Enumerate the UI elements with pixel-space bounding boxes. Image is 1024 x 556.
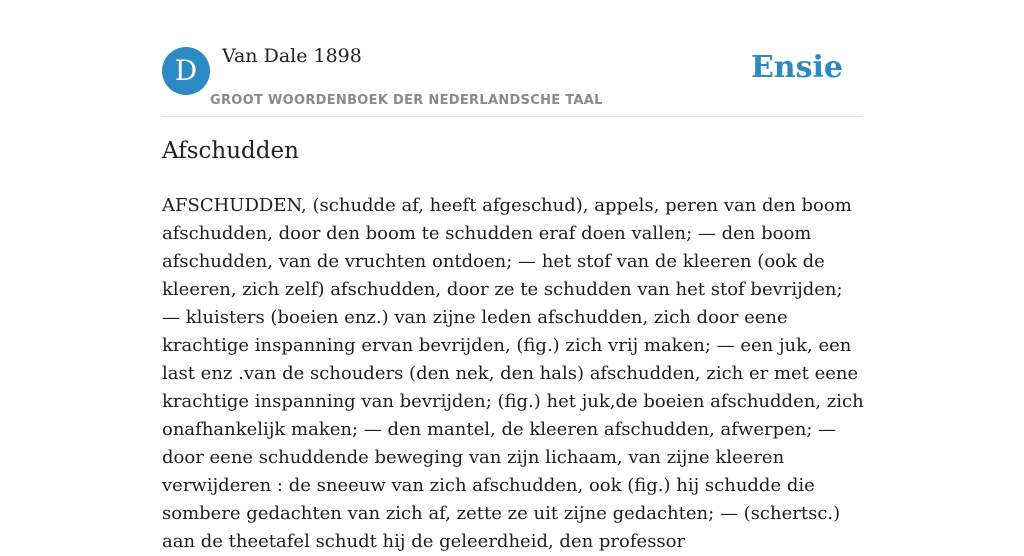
entry-title: Afschudden (162, 138, 299, 164)
dictionary-logo[interactable]: D (162, 47, 210, 95)
page-header (162, 0, 862, 117)
entry-definition: AFSCHUDDEN, (schudde af, heeft afgeschud), appels, peren van den boom afschudden, door den boom te schudden eraf doen vallen; — den boom afschudden, van de vruchten ontdoen; — het stof van de kleeren (ook de kleeren, zich zelf) afschudden, door ze te schudden van het stof bevrijden; — kluisters (boeien enz.) van zijne leden afschudden, zich door eene krachtige inspanning ervan bevrijden, (fig.) zich vrij maken; — een juk, een last enz .van de schouders (den nek, den hals) afschudden, zich er met eene krachtige inspanning van bevrijden; (fig.) het juk,de boeien afschudden, zich onafhankelijk maken; — den mantel, de kleeren afschudden, afwerpen; — door eene schuddende beweging van zijn lichaam, van zijne kleeren verwijderen : de sneeuw van zich afschudden, ook (fig.) hij schudde die sombere gedachten van zich af, zette ze uit zijne gedachten; — (schertsc.) aan de theetafel schudt hij de geleerdheid, den professor (162, 195, 864, 552)
dictionary-subtitle: GROOT WOORDENBOEK DER NEDERLANDSCHE TAAL (210, 93, 603, 108)
dictionary-title[interactable]: Van Dale 1898 (222, 45, 362, 67)
ensie-logo[interactable]: Ensie (750, 50, 843, 85)
